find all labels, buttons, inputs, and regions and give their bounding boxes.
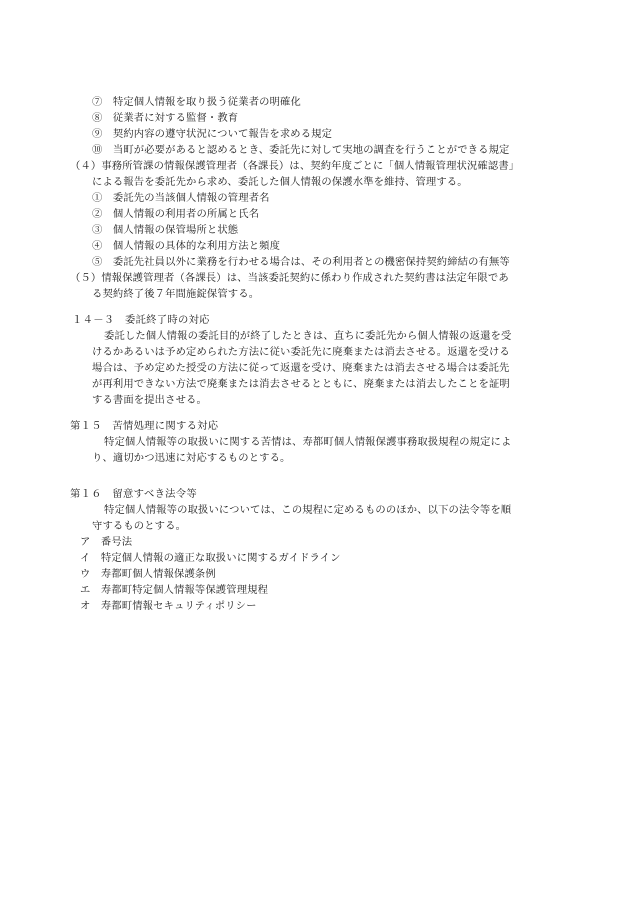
paragraph-5-line: る契約終了後７年間施錠保管する。 <box>92 288 260 300</box>
body-line: 特定個人情報等の取扱いに関する苦情は、寿都町個人情報保護事務取扱規程の規定によ <box>104 436 512 448</box>
list-item: ④ 個人情報の具体的な利用方法と頻度 <box>92 240 281 252</box>
list-item: イ 特定個人情報の適正な取扱いに関するガイドライン <box>80 552 341 564</box>
body-line: 場合は、予め定めた授受の方法に従って返還を受け、廃棄または消去させる場合は委託先 <box>92 362 510 374</box>
list-item: ⑨ 契約内容の遵守状況について報告を求める規定 <box>92 128 333 140</box>
section-14-3-heading: １４－３ 委託終了時の対応 <box>72 314 210 326</box>
body-line: 特定個人情報等の取扱いについては、この規程に定めるもののほか、以下の法令等を順 <box>104 504 512 516</box>
list-item: ③ 個人情報の保管場所と状態 <box>92 224 239 236</box>
body-line: する書面を提出させる。 <box>92 394 207 406</box>
list-item: ⑦ 特定個人情報を取り扱う従業者の明確化 <box>92 96 301 108</box>
list-item: ⑩ 当町が必要があると認めるとき、委託先に対して実地の調査を行うことができる規定 <box>92 144 510 156</box>
body-line: 委託した個人情報の委託目的が終了したときは、直ちに委託先から個人情報の返還を受 <box>104 330 512 342</box>
list-item: ア 番号法 <box>80 536 133 548</box>
list-item: ウ 寿都町個人情報保護条例 <box>80 568 216 580</box>
body-line: 守するものとする。 <box>92 520 187 532</box>
paragraph-5-line: （５）情報保護管理者（各課長）は、当該委託契約に係わり作成された契約書は法定年限であ <box>70 272 509 284</box>
body-line: けるかあるいは予め定められた方法に従い委託先に廃棄または消去させる。返還を受ける <box>92 346 510 358</box>
list-item: ① 委託先の当該個人情報の管理者名 <box>92 192 270 204</box>
list-item: ⑤ 委託先社員以外に業務を行わせる場合は、その利用者との機密保持契約締結の有無等 <box>92 256 510 268</box>
list-item: オ 寿都町情報セキュリティポリシー <box>80 600 257 612</box>
list-item: ⑧ 従業者に対する監督・教育 <box>92 112 239 124</box>
section-16-heading: 第１６ 留意すべき法令等 <box>70 488 197 500</box>
paragraph-4-line: による報告を委託先から求め、委託した個人情報の保護水準を維持、管理する。 <box>92 176 468 188</box>
paragraph-4-line: （４）事務所管課の情報保護管理者（各課長）は、契約年度ごとに「個人情報管理状況確認書」 <box>70 160 520 172</box>
list-item: ② 個人情報の利用者の所属と氏名 <box>92 208 260 220</box>
body-line: り、適切かつ迅速に対応するものとする。 <box>92 452 291 464</box>
body-line: が再利用できない方法で廃棄または消去させるとともに、廃棄または消去したことを証明 <box>92 378 510 390</box>
section-15-heading: 第１５ 苦情処理に関する対応 <box>70 420 219 432</box>
list-item: エ 寿都町特定個人情報等保護管理規程 <box>80 584 269 596</box>
